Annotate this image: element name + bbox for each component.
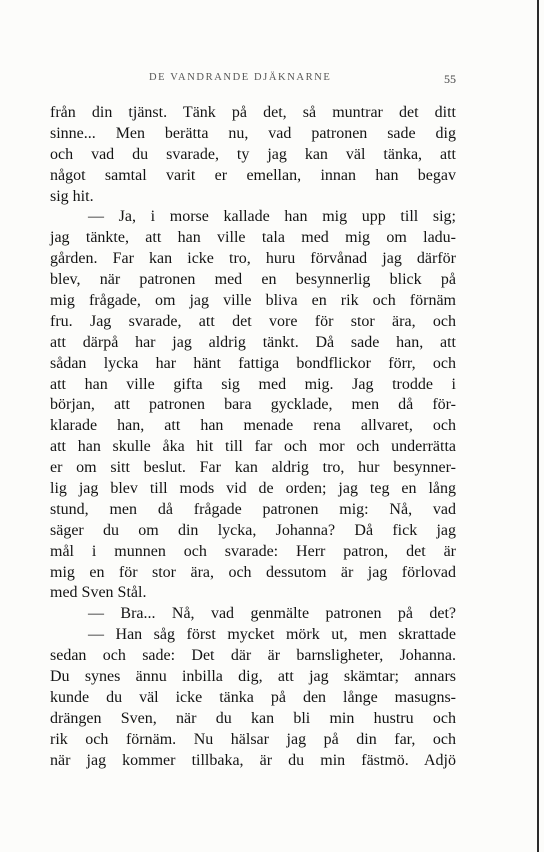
text-line: att han ville gifta sig med mig. Jag trodde i [50,375,456,393]
text-line: mål i munnen och svarade: Herr patron, det är [50,542,456,560]
text-line: kunde du väl icke tänka på den långe masugns- [50,688,456,706]
text-line: sig hit. [50,187,94,205]
page-number: 55 [444,72,456,86]
text-line: och vad du svarade, ty jag kan väl tänka, att [50,145,456,163]
text-line: att han skulle åka hit till far och mor och underrätta [50,438,456,456]
scan-edge-line [537,0,539,852]
text-line: mig en för stor ära, och dessutom är jag förlovad [50,563,456,581]
text-line: säger du om din lycka, Johanna? Då fick jag [50,521,456,539]
text-line: början, att patronen bara gycklade, men då för- [50,396,456,414]
text-line: att därpå har jag aldrig tänkt. Då sade han, att [50,333,456,351]
text-line: sådan lycka har hänt fattiga bondflickor förr, och [50,354,456,372]
text-line: — Han såg först mycket mörk ut, men skrattade [88,626,456,644]
text-line: Du synes ännu inbilla dig, att jag skämtar; annars [50,668,456,686]
text-line: något samtal varit er emellan, innan han begav [50,166,456,184]
text-line: — Bra... Nå, vad genmälte patronen på det? [88,605,456,623]
text-line: klarade han, att han menade rena allvaret, och [50,417,456,435]
text-line: stund, men då frågade patronen mig: Nå, vad [50,500,456,518]
text-line: fru. Jag svarade, att det vore för stor ära, och [50,312,456,330]
text-line: sedan och sade: Det där är barnsligheter, Johanna. [50,647,456,665]
page-header [50,72,456,86]
text-line: er om sitt beslut. Far kan aldrig tro, hur besynner- [50,459,456,477]
text-line: — Ja, i morse kallade han mig upp till sig; [88,208,456,226]
text-line: drängen Sven, när du kan bli min hustru och [50,709,456,727]
text-line: med Sven Stål. [50,584,147,602]
text-line: gården. Far kan icke tro, huru förvånad jag därför [50,250,456,268]
text-line: rik och förnäm. Nu hälsar jag på din far, och [50,730,456,748]
text-line: blev, när patronen med en besynnerlig blick på [50,271,456,289]
text-line: från din tjänst. Tänk på det, så muntrar det ditt [50,104,456,121]
text-line: när jag kommer tillbaka, är du min fästmö. Adjö [50,751,456,769]
body-text [50,103,456,772]
text-line: sinne... Men berätta nu, vad patronen sade dig [50,124,456,142]
text-line: jag tänkte, att han ville tala med mig om ladu- [50,229,456,247]
text-line: mig frågade, om jag ville bliva en rik och förnäm [50,292,456,310]
running-title: DE VANDRANDE DJÄKNARNE [149,72,332,83]
text-line: lig jag blev till mods vid de orden; jag teg en lång [50,480,456,498]
